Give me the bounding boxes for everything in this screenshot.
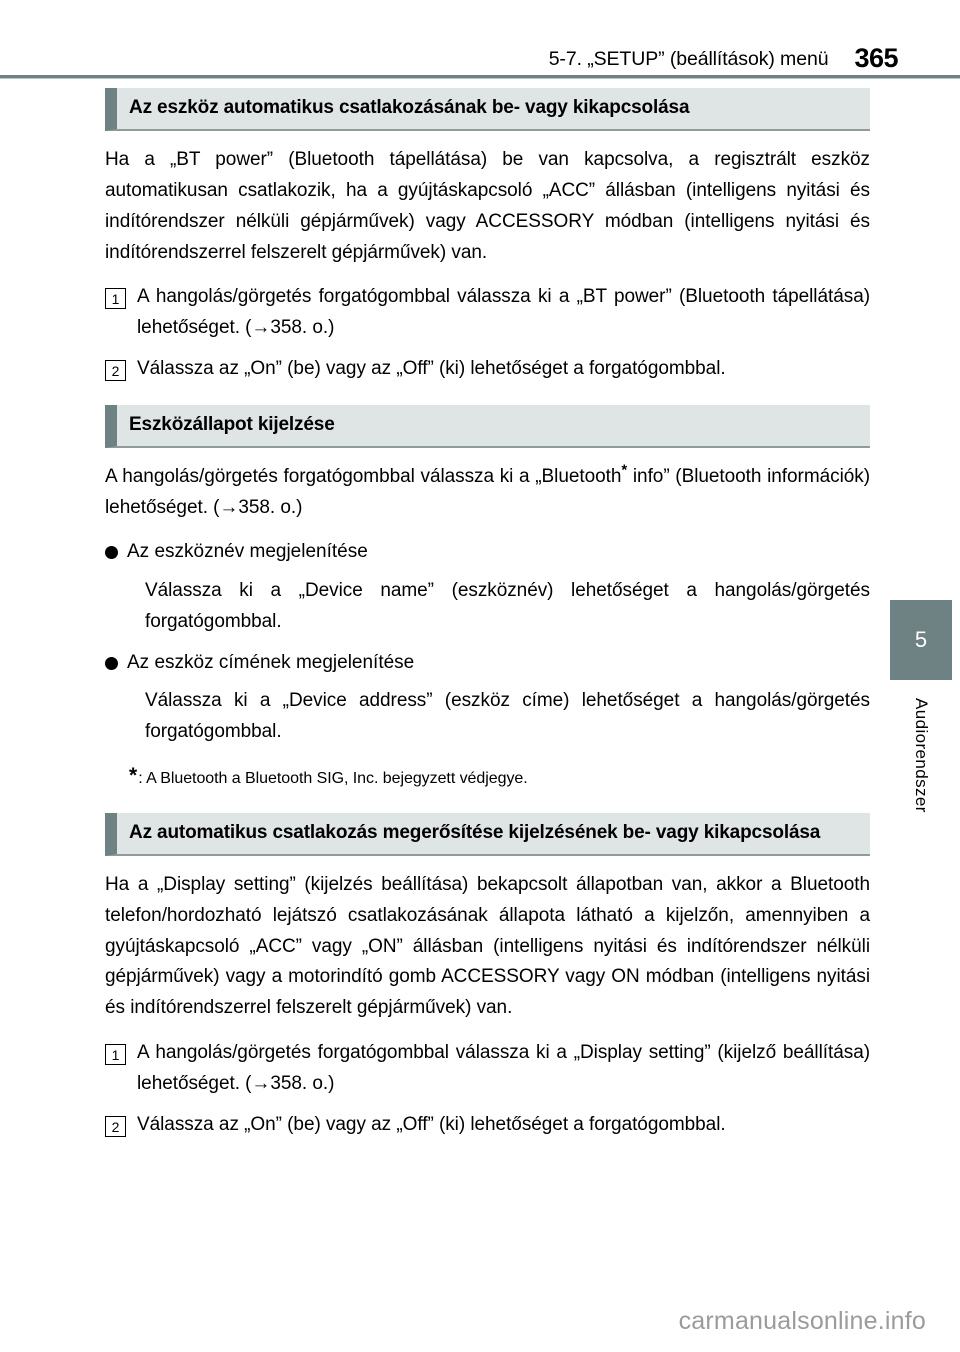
section-title-2: Eszközállapot kijelzése <box>129 413 335 435</box>
bullet-title: Az eszköz címének megjelenítése <box>127 651 415 673</box>
chapter-tab <box>890 600 952 813</box>
section-heading-bar-2 <box>105 405 870 448</box>
section-2-intro-part-b: info” (Bluetooth információk) lehetőséget. (→358. o.) <box>105 465 870 518</box>
bullet-dot-icon <box>105 546 118 559</box>
bullet-item-2 <box>105 648 870 679</box>
section-2-intro-block <box>105 462 870 524</box>
bullet-title: Az eszköznév megjelenítése <box>127 541 368 563</box>
section-2-intro-part-a: A hangolás/görgetés forgatógombbal válassza ki a „Bluetooth <box>105 465 622 487</box>
page-header <box>0 28 960 72</box>
section-2-intro <box>105 462 870 524</box>
chapter-number-box: 5 <box>890 600 952 680</box>
section-1-paragraph-block <box>105 145 870 268</box>
header-section-title: 5-7. „SETUP” (beállítások) menü <box>548 47 829 70</box>
step-number-badge: 2 <box>105 1116 126 1137</box>
section-3-step-1 <box>105 1038 870 1100</box>
step-text: A hangolás/görgetés forgatógombbal válassza ki a „Display setting” (kijelző beállítása) lehetőséget. (→358. o.) <box>137 1041 870 1094</box>
section-1-step-2 <box>105 354 870 385</box>
header-divider <box>0 75 960 78</box>
page-number: 365 <box>854 43 898 73</box>
page-content <box>105 88 870 1150</box>
step-text: Válassza az „On” (be) vagy az „Off” (ki) lehetőséget a forgatógombbal. <box>137 357 726 379</box>
section-1-step-1 <box>105 282 870 344</box>
bullet-body-2: Válassza ki a „Device address” (eszköz címe) lehetőséget a hangolás/görgetés forgatógombbal. <box>145 690 870 743</box>
section-title-1: Az eszköz automatikus csatlakozásának be- vagy kikapcsolása <box>129 97 690 118</box>
bullet-dot-icon <box>105 657 118 670</box>
section-3-step-2 <box>105 1110 870 1141</box>
step-text: A hangolás/görgetés forgatógombbal válassza ki a „BT power” (Bluetooth tápellátása) lehetőséget. (→358. o.) <box>137 286 870 339</box>
section-1-paragraph: Ha a „BT power” (Bluetooth tápellátása) be van kapcsolva, a regisztrált eszköz automatikusan csatlakozik, ha a gyújtáskapcsoló „ACC” állásban (intelligens nyitási és indítórendszer nélküli gépjárművek) vagy ACCESSORY módban (intelligens nyitási és indítórendszerrel felszerelt gépjárművek) van. <box>105 149 870 263</box>
footnote-asterisk-icon: * <box>129 763 138 787</box>
section-heading-bar-1 <box>105 88 870 131</box>
section-heading-bar-3 <box>105 813 870 856</box>
step-number-badge: 2 <box>105 360 126 381</box>
section-title-3: Az automatikus csatlakozás megerősítése kijelzésének be- vagy kikapcsolása <box>129 821 821 843</box>
footnote-text: : A Bluetooth a Bluetooth SIG, Inc. bejegyzett védjegye. <box>138 769 528 787</box>
footer-watermark: carmanualsonline.info <box>678 1307 926 1335</box>
chapter-label: Audiorendszer <box>912 698 931 813</box>
bullet-body-1: Válassza ki a „Device name” (eszköznév) lehetőséget a hangolás/görgetés forgatógombbal. <box>145 580 870 632</box>
footnote <box>129 762 870 791</box>
trademark-asterisk-icon: * <box>621 461 628 479</box>
step-text: Válassza az „On” (be) vagy az „Off” (ki) lehetőséget a forgatógombbal. <box>137 1113 726 1135</box>
bullet-item-1 <box>105 537 870 568</box>
section-3-paragraph-block <box>105 870 870 1024</box>
section-3-paragraph: Ha a „Display setting” (kijelzés beállítása) bekapcsolt állapotban van, akkor a Bluetooth telefon/hordozható lejátszó csatlakozásának állapota látható a kijelzőn, amennyiben a gyújtáskapcsoló „ACC” vagy „ON” állásban (intelligens nyitási és indítórendszer nélküli gépjárművek) vagy a motorindító gomb ACCESSORY vagy ON módban (intelligens nyitási és indítórendszerrel felszerelt gépjárművek) van. <box>105 874 870 1019</box>
step-number-badge: 1 <box>105 288 126 309</box>
step-number-badge: 1 <box>105 1044 126 1065</box>
